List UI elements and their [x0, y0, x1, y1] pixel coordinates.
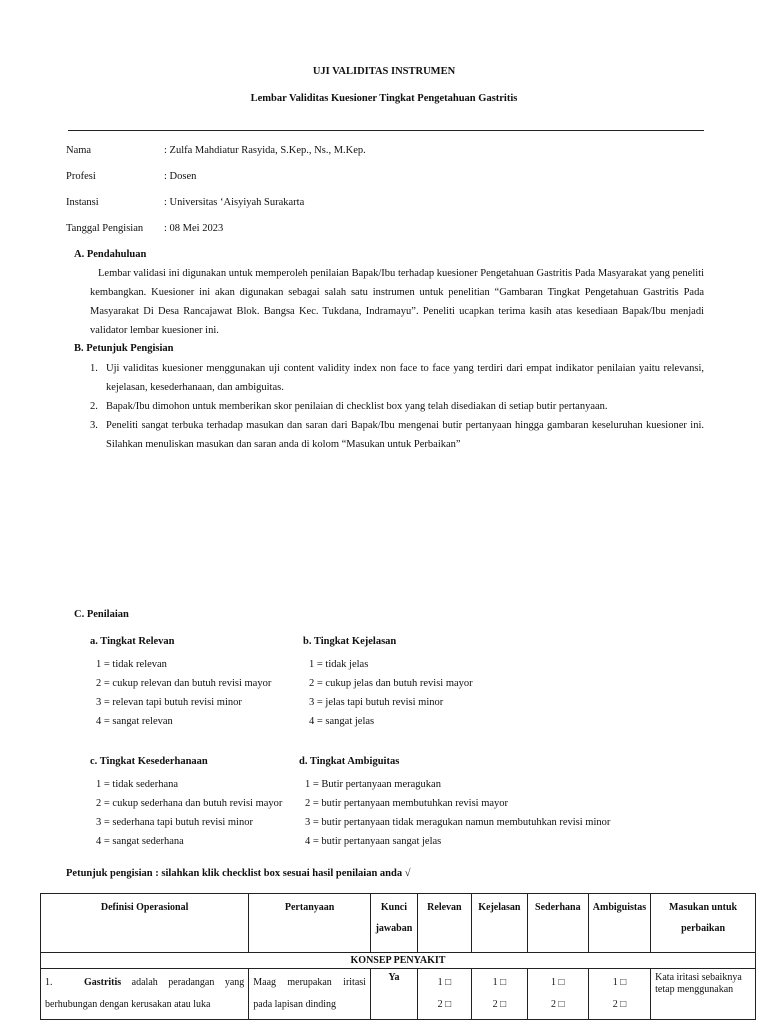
key-cell: Ya [370, 969, 417, 1020]
checkbox-option[interactable]: 2 □ [437, 999, 452, 1010]
scale-item: 2 = cukup relevan dan butuh revisi mayor [96, 678, 272, 689]
ambiguitas-cell [588, 969, 650, 1020]
scale-c-list [96, 775, 282, 851]
scale-item: 4 = sangat jelas [309, 716, 375, 727]
sederhana-cell [527, 969, 588, 1020]
list-item [90, 359, 704, 397]
table-row [41, 969, 756, 1020]
header-definisi: Definisi Operasional [41, 894, 249, 953]
list-item [90, 416, 704, 454]
checkbox-option[interactable]: 1 □ [437, 977, 452, 988]
scale-item: 1 = tidak jelas [309, 659, 369, 670]
document-title: UJI VALIDITAS INSTRUMEN [312, 66, 456, 77]
list-text: Peneliti sangat terbuka terhadap masukan dan saran dari Bapak/Ibu mengenai butir pertanyaan hingga gambaran keseluruhan kuesioner ini. Silahkan menuliskan masukan dan saran anda di kolom “Masukan untuk Perbaikan” [106, 420, 704, 450]
header-ambiguitas: Ambiguistas [588, 894, 650, 953]
info-value-tanggal: : 08 Mei 2023 [164, 223, 224, 234]
scale-item: 4 = butir pertanyaan sangat jelas [305, 836, 442, 847]
kejelasan-cell [471, 969, 527, 1020]
checkbox-option[interactable]: 2 □ [612, 999, 627, 1010]
table-header-row [41, 894, 756, 953]
list-text: Uji validitas kuesioner menggunakan uji content validity index non face to face yang terdiri dari empat indikator penilaian yaitu relevansi, kejelasan, kesederhanaan, dan ambiguitas. [106, 363, 704, 393]
scale-item: 2 = butir pertanyaan membutuhkan revisi mayor [305, 798, 509, 809]
scale-d-title: d. Tingkat Ambiguitas [299, 756, 400, 767]
scale-item: 1 = Butir pertanyaan meragukan [305, 779, 441, 790]
scale-item: 3 = butir pertanyaan tidak meragukan namun membutuhkan revisi minor [305, 817, 611, 828]
header-divider [68, 130, 704, 131]
scale-b-list [309, 655, 473, 731]
scale-item: 3 = relevan tapi butuh revisi minor [96, 697, 242, 708]
scale-item: 1 = tidak relevan [96, 659, 167, 670]
checkbox-option[interactable]: 1 □ [551, 977, 565, 988]
scale-a-list [96, 655, 271, 731]
scale-c-title: c. Tingkat Kesederhanaan [90, 756, 208, 767]
info-value-nama: : Zulfa Mahdiatur Rasyida, S.Kep., Ns., M.Kep. [164, 145, 366, 156]
header-relevan: Relevan [417, 894, 471, 953]
list-item [90, 397, 704, 416]
scale-a-title: a. Tingkat Relevan [90, 636, 175, 647]
definition-term: Gastritis [83, 977, 122, 988]
list-text: Bapak/Ibu dimohon untuk memberikan skor penilaian di checklist box yang telah disediakan di setiap butir pertanyaan. [106, 401, 608, 412]
list-number: 2. [90, 401, 98, 412]
scale-item: 3 = jelas tapi butuh revisi minor [309, 697, 444, 708]
scale-b-title: b. Tingkat Kejelasan [303, 636, 397, 647]
group-row [41, 953, 756, 969]
header-masukan: Masukan untuk perbaikan [651, 894, 756, 953]
question-cell: Maag merupakan iritasi pada lapisan dinding [249, 969, 371, 1020]
scale-item: 2 = cukup sederhana dan butuh revisi mayor [96, 798, 283, 809]
section-a-text: Lembar validasi ini digunakan untuk memperoleh penilaian Bapak/Ibu terhadap kuesioner Pengetahuan Gastritis Pada Masyarakat yang peneliti kembangkan. Kuesioner ini akan digunakan sebagai salah satu instrumen untuk penelitian “Gambaran Tingkat Pengetahuan Gastritis Pada Masyarakat Di Desa Rancajawat Blok. Bangsa Kec. Tukdana, Indramayu”. Peneliti ucapkan terima kasih atas kesediaan Bapak/Ibu menjadi validator lembar kuesioner ini. [90, 268, 704, 336]
info-value-instansi: : Universitas ‘Aisyiyah Surakarta [164, 197, 305, 208]
checkbox-option[interactable]: 2 □ [551, 999, 565, 1010]
assessment-table [40, 893, 756, 1020]
scale-item: 1 = tidak sederhana [96, 779, 179, 790]
definition-cell [41, 969, 249, 1020]
info-label-instansi: Instansi [66, 197, 99, 208]
list-number: 3. [90, 420, 98, 431]
scale-d-list [305, 775, 610, 851]
scale-item: 4 = sangat sederhana [96, 836, 184, 847]
group-label: KONSEP PENYAKIT [41, 953, 756, 969]
header-sederhana: Sederhana [527, 894, 588, 953]
info-label-nama: Nama [66, 145, 92, 156]
checkbox-option[interactable]: 1 □ [612, 977, 627, 988]
definition-text: adalah peradangan yang berhubungan dengan kerusakan atau luka [45, 977, 245, 1010]
section-a-title: A. Pendahuluan [74, 249, 147, 260]
info-value-profesi: : Dosen [164, 171, 197, 182]
section-c-title: C. Penilaian [74, 609, 129, 620]
feedback-cell[interactable]: Kata iritasi sebaiknya tetap menggunakan [651, 969, 756, 1020]
document-subtitle: Lembar Validitas Kuesioner Tingkat Pengetahuan Gastritis [250, 93, 518, 104]
section-b-title: B. Petunjuk Pengisian [74, 343, 174, 354]
fill-instruction: Petunjuk pengisian : silahkan klik checklist box sesuai hasil penilaian anda √ [66, 868, 411, 879]
info-label-profesi: Profesi [66, 171, 96, 182]
scale-item: 4 = sangat relevan [96, 716, 173, 727]
checkbox-option[interactable]: 1 □ [492, 977, 507, 988]
header-kunci: Kunci jawaban [370, 894, 417, 953]
list-number: 1. [90, 363, 98, 374]
scale-item: 3 = sederhana tapi butuh revisi minor [96, 817, 253, 828]
relevan-cell [417, 969, 471, 1020]
info-label-tanggal: Tanggal Pengisian [66, 223, 144, 234]
row-number: 1. [45, 977, 53, 988]
header-pertanyaan: Pertanyaan [249, 894, 371, 953]
checkbox-option[interactable]: 2 □ [492, 999, 507, 1010]
header-kejelasan: Kejelasan [471, 894, 527, 953]
scale-item: 2 = cukup jelas dan butuh revisi mayor [309, 678, 473, 689]
